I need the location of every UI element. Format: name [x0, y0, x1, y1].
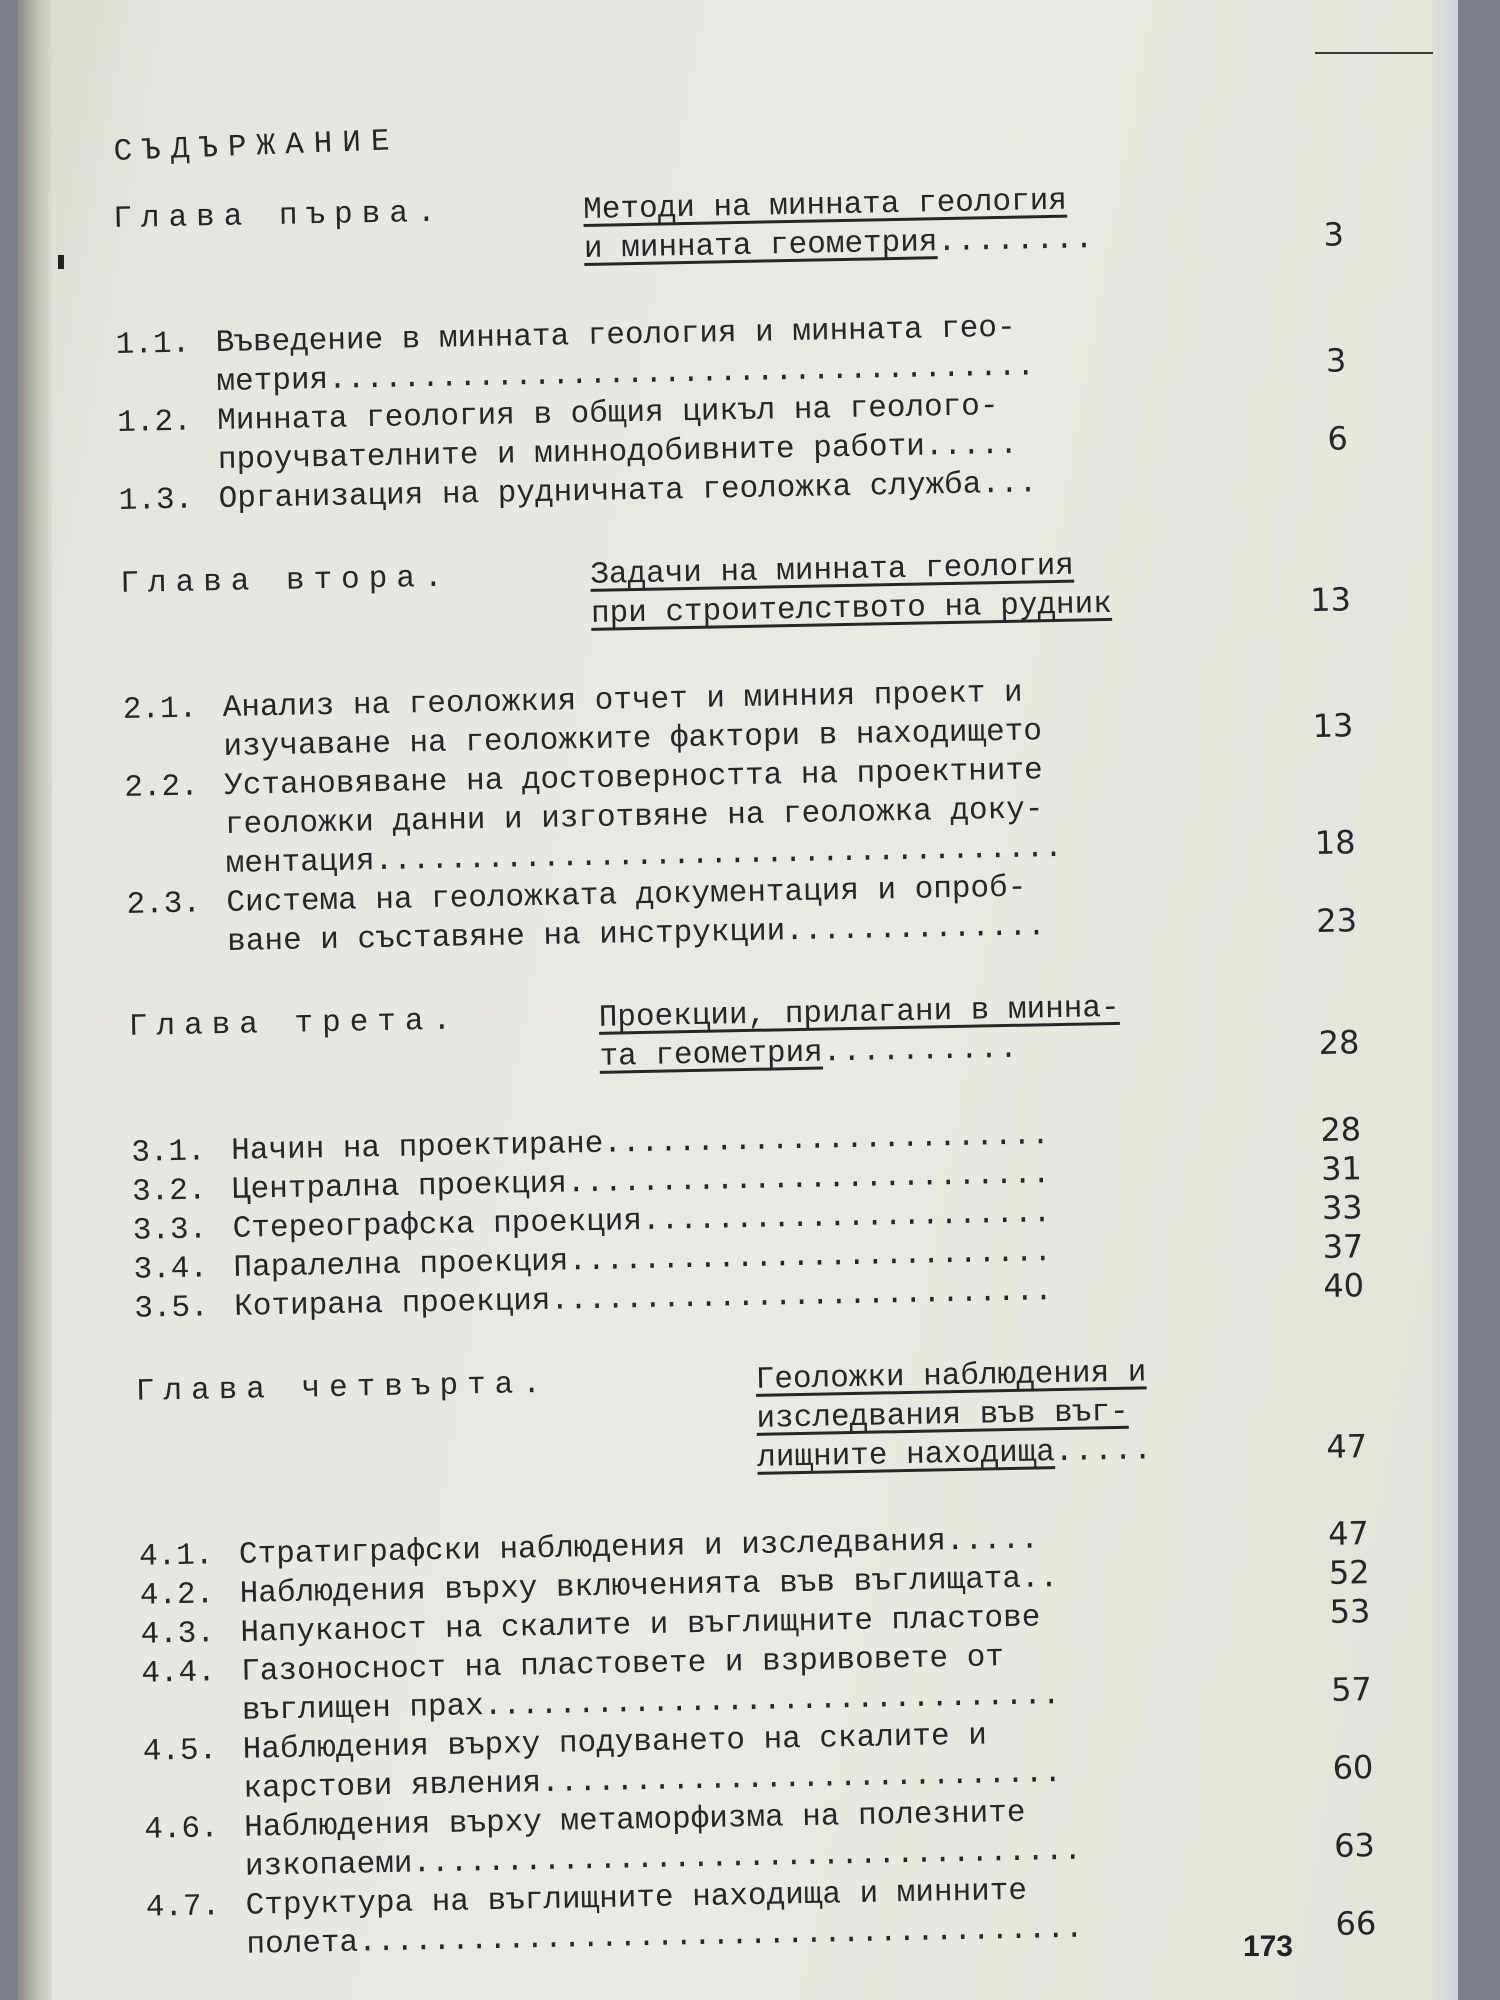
entry-page: 63: [1333, 1826, 1376, 1865]
entry-number: 1.2.: [116, 404, 193, 441]
book-binding: [18, 0, 52, 2000]
chapter-label: Глава втора.: [120, 560, 452, 602]
entry-page: 13: [1312, 706, 1354, 746]
entry-number: 1.1.: [115, 326, 191, 363]
chapter-title-text: та геометрия: [599, 1035, 824, 1075]
entry-page: 47: [1327, 1514, 1370, 1553]
entry-text-line: геоложки данни и изготвяне на геоложка доку-: [224, 792, 1044, 843]
entry-page: 40: [1322, 1266, 1365, 1305]
entry-text-line: ментация.....................................: [225, 830, 1064, 882]
dot-leader: .....: [1054, 1433, 1154, 1471]
entry-text-line: въглищен прах...............................: [241, 1678, 1061, 1729]
chapter-label: Глава трета.: [128, 1003, 461, 1045]
dot-leader: ........: [937, 222, 1095, 261]
entry-text-line: Напуканост на скалите и въглищните пластове: [240, 1600, 1041, 1651]
entry-page: 53: [1329, 1592, 1371, 1631]
chapter-title-text: Проекции, прилагани в минна-: [598, 990, 1120, 1036]
entry-text-line: Анализ на геоложкия отчет и минния проект и: [222, 675, 1023, 726]
entry-number: 4.2.: [139, 1577, 215, 1614]
book-page: [18, 0, 1458, 2000]
entry-page: 52: [1328, 1553, 1370, 1592]
entry-text-line: Въведение в минната геология и минната гео-: [215, 310, 1016, 362]
entry-text-line: Паралелна проекция..........................: [233, 1235, 1053, 1286]
entry-text-line: Стереографска проекция......................: [232, 1196, 1052, 1247]
entry-page: [1259, 497, 1349, 499]
entry-text-line: Система на геоложката документация и опроб-: [226, 870, 1027, 921]
chapter-title: [755, 1351, 1277, 1478]
entry-number: 3.4.: [133, 1251, 209, 1288]
entry-text-line: изкопаеми....................................: [244, 1833, 1083, 1885]
entry-number: 4.4.: [140, 1655, 217, 1692]
entry-text-line: Котирана проекция...........................: [233, 1274, 1054, 1325]
entry-page: 28: [1319, 1110, 1362, 1149]
entry-number: 2.1.: [122, 691, 198, 728]
entry-number: 3.1.: [130, 1134, 207, 1171]
chapter-heading: [120, 541, 1351, 643]
entry-number: 4.6.: [143, 1811, 220, 1848]
chapter-entries: [122, 667, 1357, 964]
chapter-title-text: Методи на минната геология: [582, 183, 1068, 228]
entry-number: 4.7.: [145, 1889, 221, 1926]
entry-text-line: Структура на въглищните находища и минните: [245, 1873, 1028, 1924]
chapter-title-text: Геоложки наблюдения и: [755, 1355, 1147, 1398]
chapter-label: Глава първа.: [113, 195, 445, 237]
entry-text-line: Начин на проектиране........................: [230, 1118, 1051, 1169]
entry-text-line: проучвателните и миннодобивните работи.....: [217, 427, 1019, 479]
entry-text-line: полета.......................................: [246, 1911, 1084, 1963]
toc-entry: [124, 745, 1356, 886]
entry-text-line: Минната геология в общия цикъл на геолого-: [216, 389, 999, 440]
dot-leader: ..........: [822, 1031, 1020, 1071]
chapter-heading: [113, 176, 1344, 278]
chapter-page: 13: [1309, 580, 1352, 620]
entry-page: 37: [1322, 1227, 1364, 1266]
chapter-title: [583, 178, 1254, 269]
entry-text-line: Наблюдения върху включенията във въглищата..: [239, 1561, 1059, 1612]
page-number: 173: [1242, 1930, 1293, 1963]
entry-text-line: Установяване на достоверността на проектните: [223, 753, 1044, 804]
entry-number: 2.3.: [126, 886, 202, 923]
chapter-title-text: Задачи на минната геология: [589, 548, 1075, 593]
chapter-title-text: изследвания във въг-: [756, 1394, 1129, 1437]
entry-number: 4.3.: [140, 1616, 216, 1653]
entry-text: [224, 747, 1266, 884]
entry-text-line: Организация на рудничната геоложка служба...: [218, 466, 1038, 518]
chapter-title: [598, 986, 1269, 1077]
margin-mark: [58, 255, 64, 269]
entry-text-line: изучаване на геоложките фактори в находището: [223, 714, 1043, 765]
entry-page: 57: [1330, 1670, 1373, 1709]
chapter-entries: [131, 1110, 1365, 1329]
entry-text-line: ване и съставяне на инструкции..............: [226, 909, 1047, 960]
entry-page: 18: [1314, 823, 1356, 863]
chapter-label: Глава четвърта.: [135, 1366, 551, 1410]
entry-text-line: карстови явления............................: [243, 1756, 1063, 1807]
chapter-page: 47: [1326, 1427, 1368, 1466]
chapter-page: 3: [1323, 215, 1345, 254]
chapter-title-text: лищните находища: [756, 1435, 1056, 1476]
entry-number: 3.3.: [132, 1212, 208, 1249]
top-rule: [1315, 52, 1433, 54]
chapter-heading: [129, 984, 1360, 1086]
chapter-title-text: и минната геометрия: [583, 225, 938, 267]
entry-number: 2.2.: [123, 769, 200, 806]
table-of-contents: [113, 176, 1378, 2000]
entry-number: 3.2.: [131, 1173, 207, 1210]
entry-number: 4.5.: [142, 1733, 218, 1770]
entry-number: 4.1.: [138, 1538, 214, 1575]
contents-heading: СЪДЪРЖАНИЕ: [113, 124, 401, 170]
entry-page: 33: [1321, 1188, 1363, 1227]
entry-number: 1.3.: [118, 482, 194, 519]
chapter-title-text: при строителството на рудник: [590, 586, 1113, 632]
entry-text-line: Централна проекция..........................: [231, 1157, 1051, 1208]
entry-page: 3: [1325, 341, 1347, 380]
page-edge: [1432, 0, 1458, 2000]
chapter-page: 28: [1318, 1023, 1360, 1063]
entry-page: 6: [1327, 419, 1349, 458]
entry-text-line: Наблюдения върху метаморфизма на полезните: [243, 1795, 1026, 1846]
chapter-heading: [136, 1349, 1368, 1490]
chapter-entries: [115, 302, 1349, 521]
entry-text-line: Стратиграфски наблюдения и изследвания.....: [238, 1522, 1040, 1573]
entry-text-line: Газоносност на пластовете и взривовете от: [240, 1640, 1005, 1690]
entry-page: 66: [1335, 1904, 1377, 1943]
chapter-entries: [139, 1514, 1377, 1967]
entry-page: 31: [1320, 1149, 1363, 1188]
entry-page: 60: [1332, 1748, 1374, 1787]
entry-number: 3.5.: [133, 1290, 210, 1327]
entry-text-line: метрия......................................: [216, 349, 1036, 401]
chapter-title: [590, 543, 1261, 634]
entry-text-line: Наблюдения върху подуването на скалите и: [242, 1718, 988, 1768]
entry-page: 23: [1315, 901, 1358, 941]
